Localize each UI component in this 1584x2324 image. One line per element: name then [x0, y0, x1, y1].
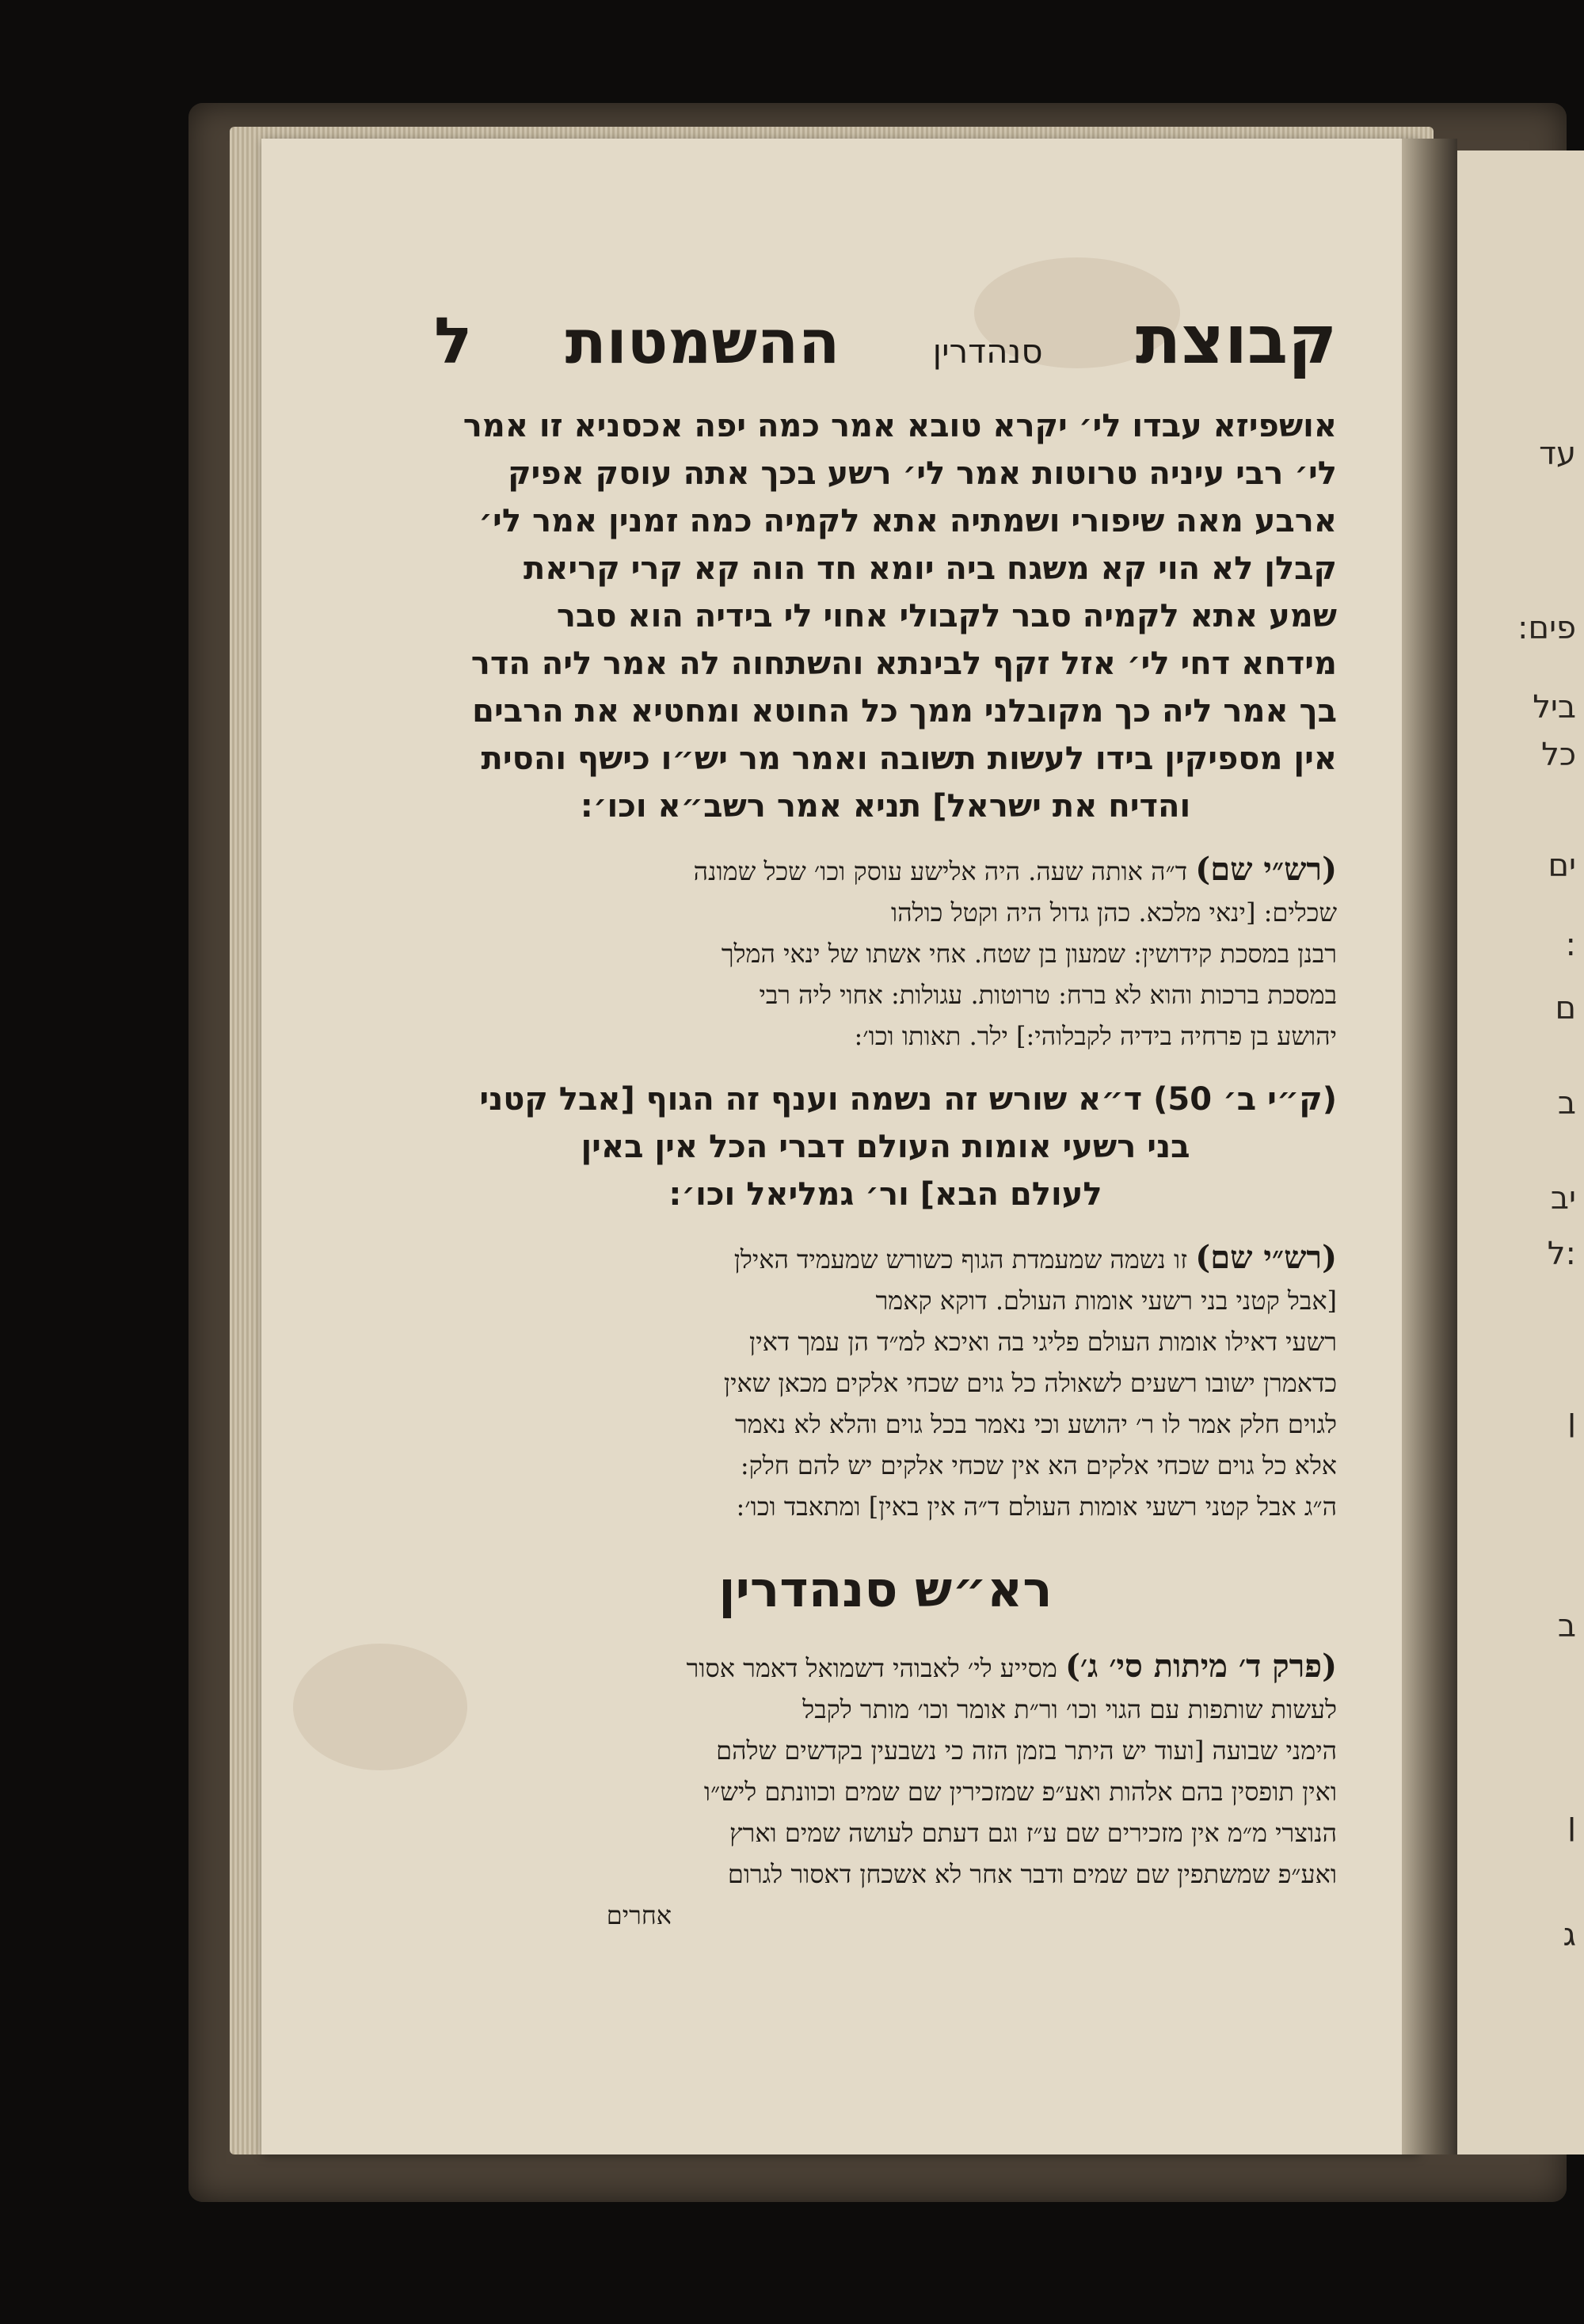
- commentary-line: (רש״י שם) ד״ה אותה שעה. היה אלישע עוסק וכו׳ שכל שמונה: [693, 851, 1337, 888]
- right-page-text: ם: [1555, 990, 1576, 1027]
- commentary-line: הימני שבועה [ועוד יש היתר בזמן הזה כי נשבעין בקדשים שלהם: [716, 1735, 1337, 1766]
- page-number: ל: [434, 304, 473, 378]
- commentary-line: [אבל קטני בני רשעי אומות העולם. דוקא קאמר: [875, 1286, 1337, 1316]
- text-line: אושפיזא עבדו לי׳ יקרא טובא אמר כמה יפה אכסניא זו אמר: [463, 408, 1337, 444]
- rashi-commentary-1: [434, 849, 1337, 1057]
- text-line: בך אמר ליה כך מקובלני ממך כל החוטא ומחטיא את הרבים: [472, 693, 1337, 730]
- commentary-line: ואין תופסין בהם אלהות ואע״פ שמזכירין שם שמים וכוונתם ליש״ו: [703, 1777, 1337, 1807]
- text-line: בני רשעי אומות העולם דברי הכל אין באין: [581, 1129, 1190, 1165]
- right-page-text: יב: [1550, 1180, 1576, 1217]
- commentary-line: במסכת ברכות והוא לא ברח: טרוטות. עגולות: אחוי ליה רבי: [759, 980, 1337, 1010]
- right-page-text: עד: [1539, 436, 1576, 472]
- text-line: אין מספיקין בידו לעשות תשובה ואמר מר יש״ו כישף והסית: [481, 741, 1337, 777]
- right-page-text: ב: [1557, 1608, 1576, 1644]
- text-line: ארבע מאה שיפורי ושמתיה אתא לקמיה כמה זמנין אמר לי׳: [478, 503, 1337, 539]
- section-title: רא״ש סנהדרין: [718, 1560, 1053, 1618]
- commentary-lead: (פרק ד׳ מיתות סי׳ ג׳): [1065, 1648, 1337, 1685]
- commentary-line: לגוים חלק אמר לו ר׳ יהושע וכי נאמר בכל גוים והלא לא נאמר: [735, 1409, 1337, 1439]
- right-page-text: ב: [1557, 1085, 1576, 1122]
- commentary-line: (רש״י שם) זו נשמה שמעמדת הגוף כשורש שמעמיד האילן: [733, 1239, 1337, 1276]
- page-text-block: [434, 301, 1337, 1936]
- right-page-text: :ל: [1547, 1236, 1576, 1272]
- main-text: [434, 402, 1337, 830]
- text-line: קבלן לא הוי קא משגח ביה יומא חד הוה קא קרי קריאת: [523, 551, 1337, 587]
- right-page-text: ים: [1548, 848, 1576, 884]
- commentary-line: לעשות שותפות עם הגוי וכו׳ ור״ת אומר וכו׳ מותר לקבל: [802, 1694, 1337, 1724]
- passage-lead: (ק״י ב׳ 50): [1153, 1081, 1337, 1118]
- commentary-line: רשעי דאילו אומות העולם פליגי בה ואיכא למ״ד הן עמך דאין: [749, 1327, 1337, 1357]
- running-header: [434, 301, 1337, 388]
- right-page-text: כל: [1541, 737, 1576, 773]
- commentary-line: כדאמרן ישובו רשעים לשאולה כל גוים שכחי אלקים מכאן שאין: [723, 1368, 1337, 1398]
- commentary-line: יהושע בן פרחיה בידיה לקבלוהי:] ילר. תאותו וכו׳:: [854, 1021, 1337, 1051]
- commentary-line: ה״ג אבל קטני רשעי אומות העולם ד״ה אין באין] ומתאבד וכו׳:: [736, 1492, 1337, 1522]
- header-tractate: סנהדרין: [932, 332, 1043, 371]
- commentary-line: רבנן במסכת קידושין: שמעון בן שטח. אחי אשתו של ינאי המלך: [721, 939, 1337, 969]
- commentary-lead: (רש״י שם): [1195, 851, 1337, 888]
- commentary-line: אחרים: [606, 1900, 672, 1930]
- text-line: והדיח את ישראל] תניא אמר רשב״א וכו׳:: [580, 788, 1191, 825]
- text-line: לעולם הבא] ור׳ גמליאל וכו׳:: [668, 1176, 1102, 1213]
- right-page-fragment: [1457, 150, 1584, 2154]
- right-page-text: :: [1565, 927, 1576, 963]
- header-subtitle: ההשמטות: [565, 307, 840, 377]
- right-page-text: ביל: [1533, 689, 1576, 726]
- commentary-lead: (רש״י שם): [1195, 1239, 1337, 1276]
- passage-2: [434, 1076, 1337, 1218]
- commentary-line: (פרק ד׳ מיתות סי׳ ג׳) מסייע לי׳ לאבוהי דשמואל דאמר אסור: [686, 1648, 1337, 1685]
- rashi-commentary-2: [434, 1237, 1337, 1527]
- text-line: מידחא דחי לי׳ אזל זקף לבינתא והשתחוה לה אמר ליה הדר: [470, 646, 1337, 682]
- text-line: שמע אתא לקמיה סבר לקבולי אחוי לי בידיה הוא סבר: [556, 598, 1337, 634]
- text-line: לי׳ רבי עיניה טרוטות אמר לי׳ רשע בכך אתה עוסק אפיק: [508, 455, 1337, 492]
- header-title: קבוצת: [1135, 301, 1337, 379]
- book-gutter: [1402, 139, 1457, 2154]
- commentary-line: ואע״פ שמשתפין שם שמים ודבר אחר לא אשכחן דאסור לגרום: [727, 1859, 1337, 1889]
- commentary-line: אלא כל גוים שכחי אלקים הא אין שכחי אלקים יש להם חלק:: [740, 1450, 1337, 1480]
- right-page-text: ן: [1567, 1402, 1576, 1438]
- commentary-line: הנוצרי מ״מ אין מזכירים שם ע״ז וגם דעתם לעושה שמים וארץ: [729, 1818, 1337, 1848]
- commentary-line: שכלים: [ינאי מלכא. כהן גדול היה וקטל כולהו: [891, 897, 1337, 928]
- right-page-text: ג: [1563, 1917, 1576, 1953]
- right-page-text: ן: [1567, 1806, 1576, 1842]
- text-line: (ק״י ב׳ 50) ד״א שורש זה נשמה וענף זה הגוף [אבל קטני: [479, 1081, 1337, 1118]
- right-page-text: פים:: [1517, 610, 1576, 646]
- rosh-commentary: [434, 1646, 1337, 1936]
